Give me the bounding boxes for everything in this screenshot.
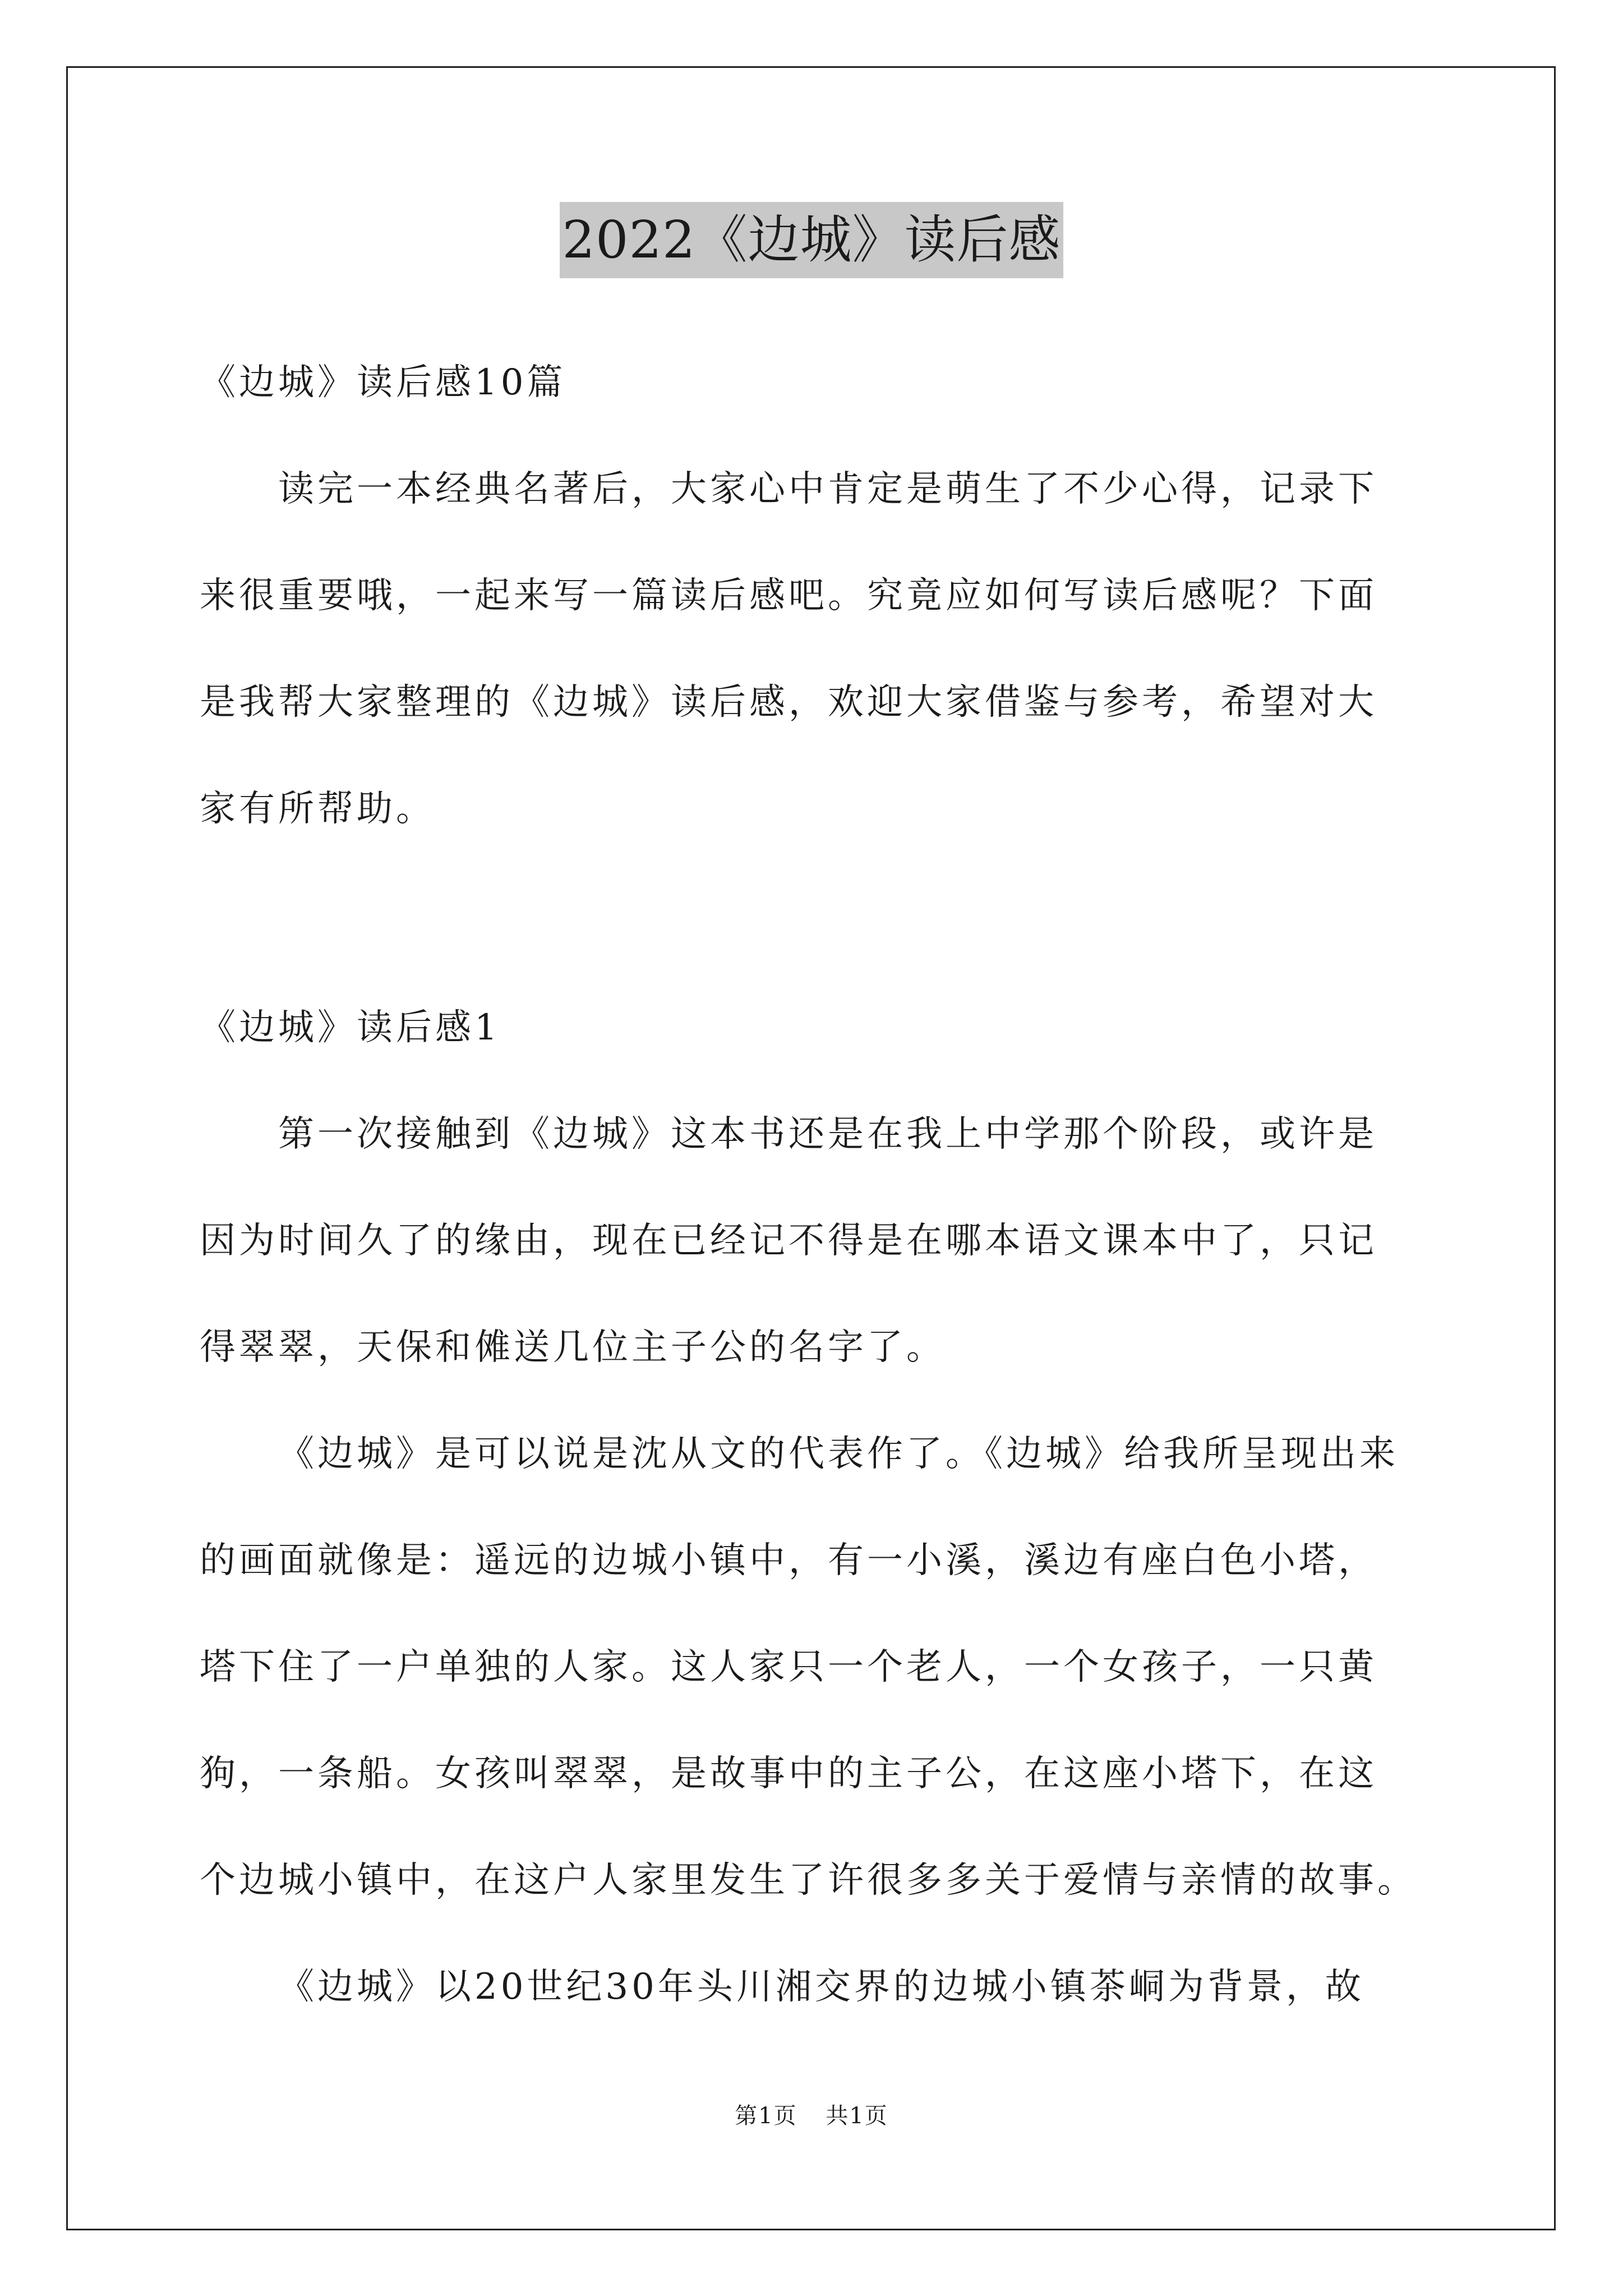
section-heading: 《边城》读后感1 [200, 1007, 501, 1048]
page-number: 第1页 [735, 2103, 797, 2129]
paragraph-line: 的画面就像是：遥远的边城小镇中，有一小溪，溪边有座白色小塔， [200, 1540, 1377, 1581]
paragraph-line: 塔下住了一户单独的人家。这人家只一个老人，一个女孩子，一只黄 [200, 1646, 1377, 1688]
intro-line: 读完一本经典名著后，大家心中肯定是萌生了不少心得，记录下 [278, 468, 1377, 510]
paragraph-line: 《边城》以20世纪30年头川湘交界的边城小镇茶峒为背景，故 [278, 1966, 1364, 2008]
paragraph-line: 因为时间久了的缘由，现在已经记不得是在哪本语文课本中了，只记 [200, 1220, 1377, 1262]
paragraph-line: 得翠翠，天保和傩送几位主子公的名字了。 [200, 1327, 946, 1368]
document-title: 2022《边城》读后感 [560, 202, 1063, 278]
intro-line: 是我帮大家整理的《边城》读后感，欢迎大家借鉴与参考，希望对大 [200, 682, 1377, 723]
paragraph-line: 《边城》是可以说是沈从文的代表作了。《边城》给我所呈现出来 [278, 1433, 1399, 1475]
title-container [0, 202, 1623, 278]
intro-line: 家有所帮助。 [200, 788, 435, 830]
intro-line: 来很重要哦，一起来写一篇读后感吧。究竟应如何写读后感呢？下面 [200, 575, 1377, 616]
paragraph-line: 个边城小镇中，在这户人家里发生了许很多多关于爱情与亲情的故事。 [200, 1860, 1417, 1901]
subtitle: 《边城》读后感10篇 [200, 362, 566, 403]
page-total: 共1页 [826, 2103, 888, 2129]
paragraph-line: 第一次接触到《边城》这本书还是在我上中学那个阶段，或许是 [278, 1114, 1377, 1155]
page-footer [0, 2098, 1623, 2130]
paragraph-line: 狗，一条船。女孩叫翠翠，是故事中的主子公，在这座小塔下，在这 [200, 1753, 1377, 1795]
